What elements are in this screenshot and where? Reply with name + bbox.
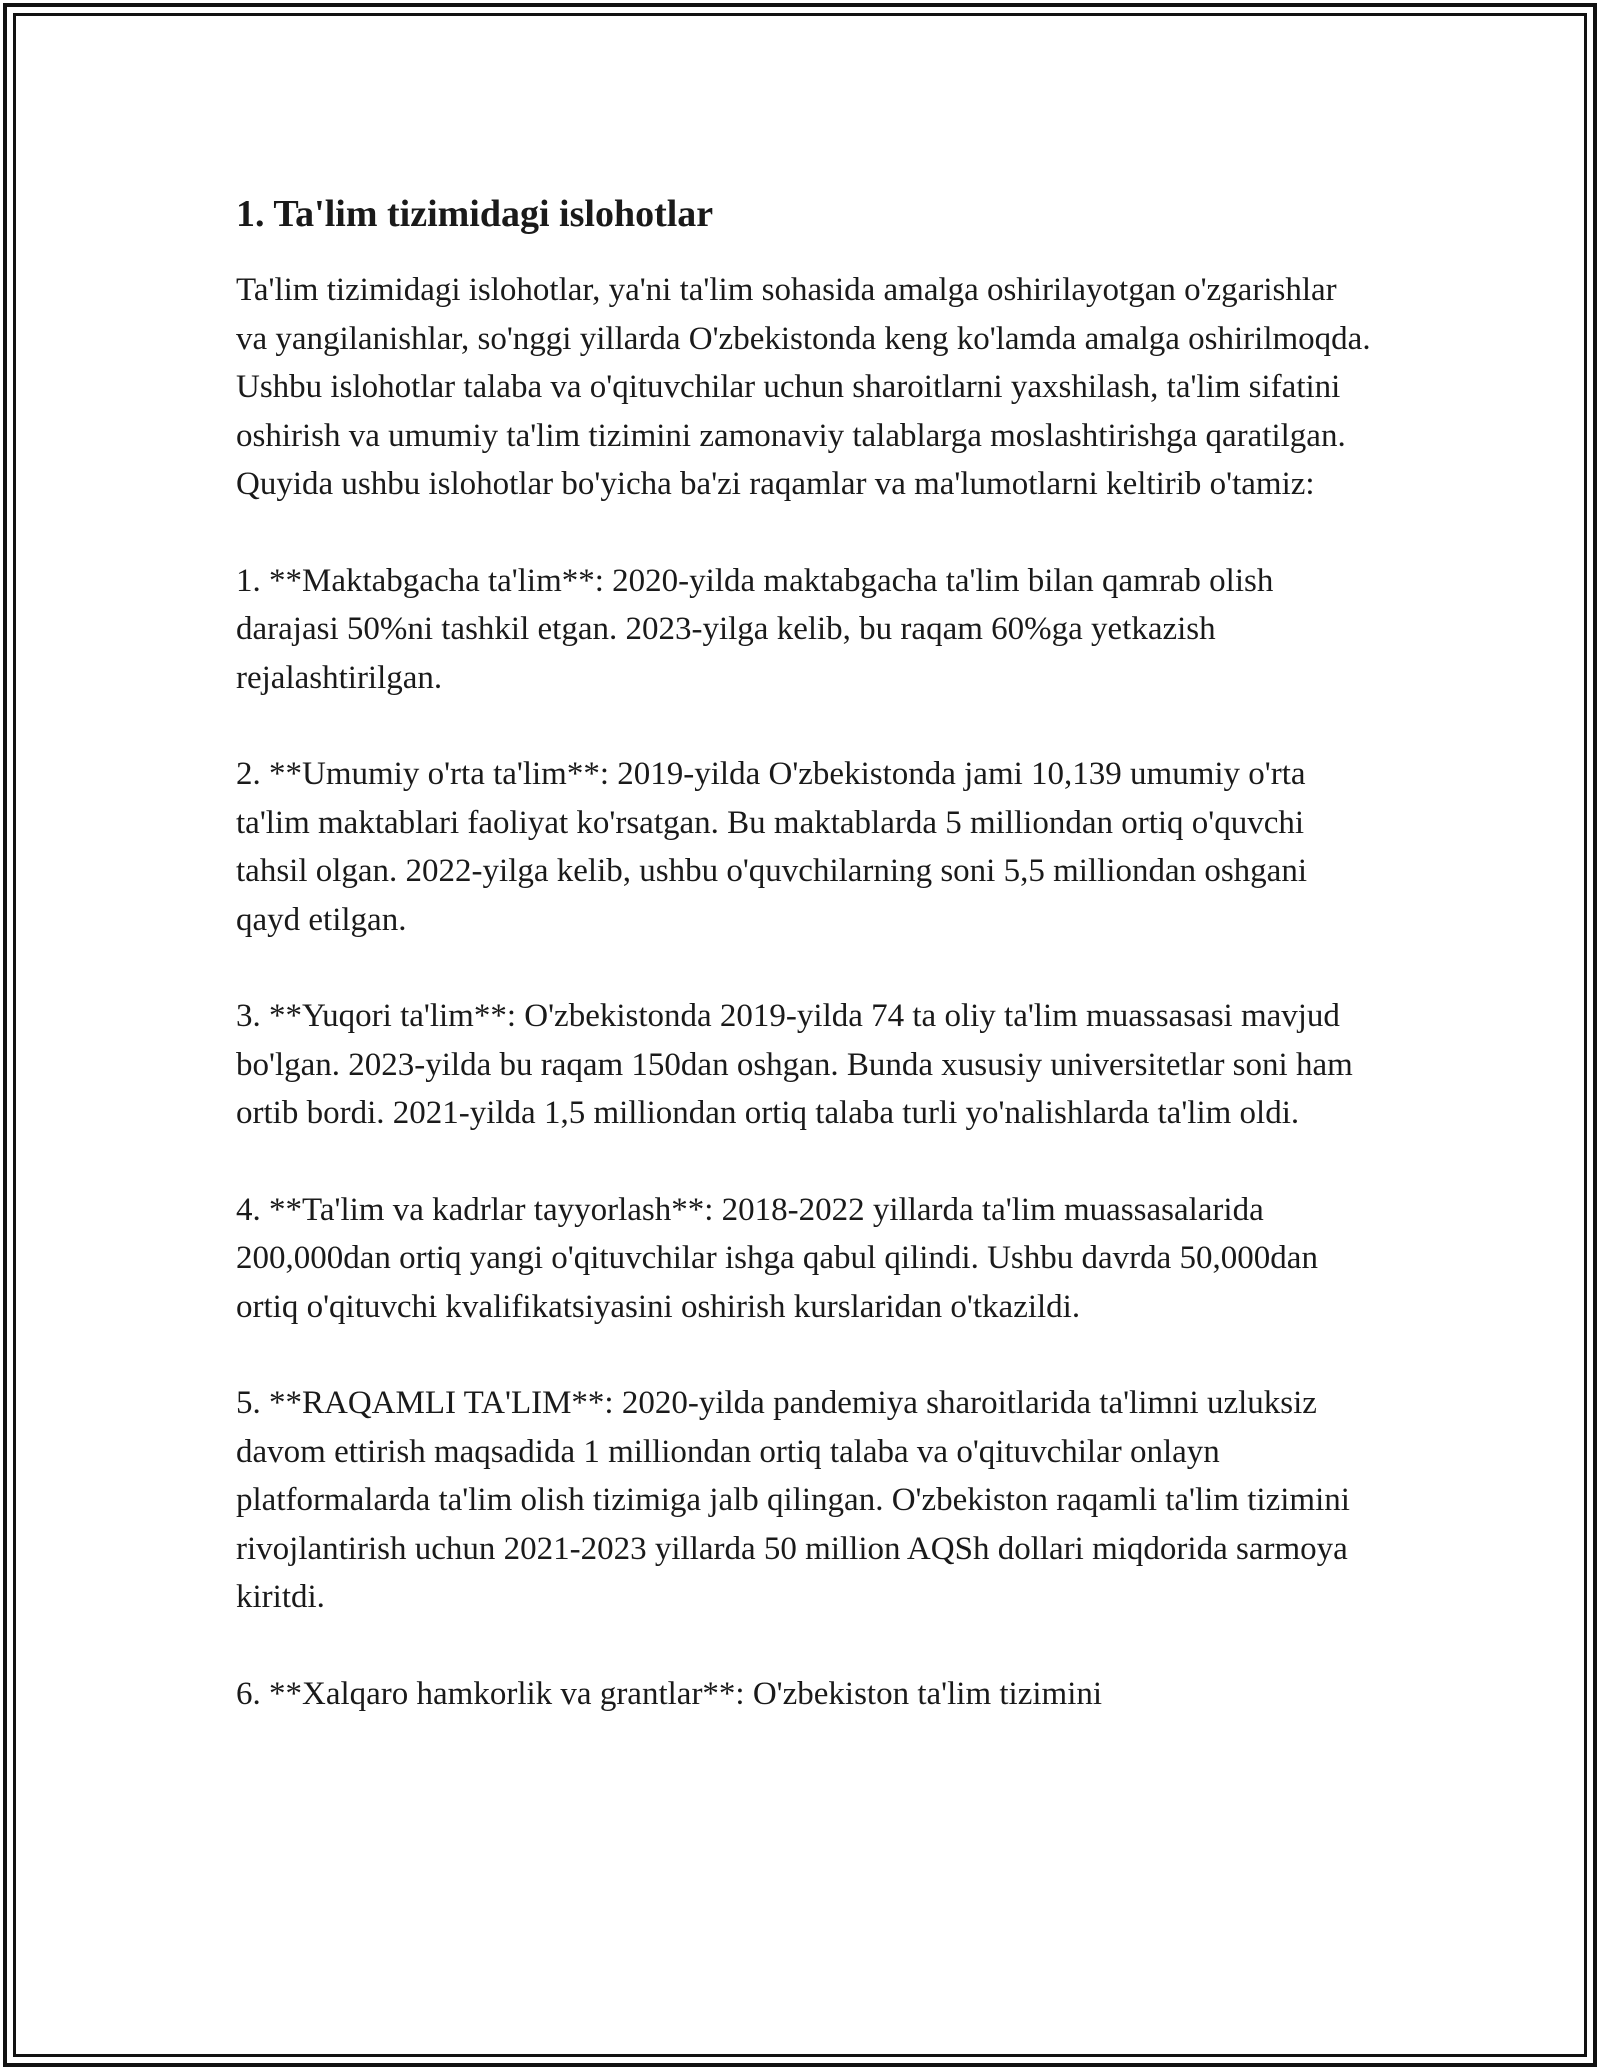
list-item-staff-training: 4. **Ta'lim va kadrlar tayyorlash**: 2018-2022 yillarda ta'lim muassasalarida 200,000dan ortiq yangi o'qituvchilar ishga qabul qilindi. Ushbu davrda 50,000dan ortiq o'qituvchi kvalifikatsiyasini oshirish kurslaridan o'tkazildi. [236, 1191, 1318, 1325]
list-item-higher: 3. **Yuqori ta'lim**: O'zbekistonda 2019-yilda 74 ta oliy ta'lim muassasasi mavjud bo'lgan. 2023-yilda bu raqam 150dan oshgan. Bunda xususiy universitetlar soni ham ortib bordi. 2021-yilda 1,5 milliondan ortiq talaba turli yo'nalishlarda ta'lim oldi. [236, 998, 1353, 1131]
list-item-international: 6. **Xalqaro hamkorlik va grantlar**: O'zbekiston ta'lim tizimini [236, 1675, 1103, 1712]
intro-paragraph: Ta'lim tizimidagi islohotlar, ya'ni ta'lim sohasida amalga oshirilayotgan o'zgarishlar va yangilanishlar, so'nggi yillarda O'zbekistonda keng ko'lamda amalga oshirilmoqda. Ushbu islohotlar talaba va o'qituvchilar uchun sharoitlarni yaxshilash, ta'lim sifatini oshirish va umumiy ta'lim tizimini zamonaviy talablarga moslashtirishga qaratilgan. Quyida ushbu islohotlar bo'yicha ba'zi raqamlar va ma'lumotlarni keltirib o'tamiz: [236, 272, 1371, 502]
list-item-preschool: 1. **Maktabgacha ta'lim**: 2020-yilda maktabgacha ta'lim bilan qamrab olish darajasi 50%ni tashkil etgan. 2023-yilga kelib, bu raqam 60%ga yetkazish rejalashtirilgan. [236, 562, 1274, 696]
section-heading: 1. Ta'lim tizimidagi islohotlar [236, 193, 714, 235]
list-item-digital: 5. **RAQAMLI TA'LIM**: 2020-yilda pandemiya sharoitlarida ta'limni uzluksiz davom ettirish maqsadida 1 milliondan ortiq talaba va o'qituvchilar onlayn platformalarda ta'lim olish tizimiga jalb qilingan. O'zbekiston raqamli ta'lim tizimini rivojlantirish uchun 2021-2023 yillarda 50 million AQSh dollari miqdorida sarmoya kiritdi. [236, 1385, 1350, 1615]
list-item-secondary: 2. **Umumiy o'rta ta'lim**: 2019-yilda O'zbekistonda jami 10,139 umumiy o'rta ta'lim maktablari faoliyat ko'rsatgan. Bu maktablarda 5 milliondan ortiq o'quvchi tahsil olgan. 2022-yilga kelib, ushbu o'quvchilarning soni 5,5 milliondan oshgani qayd etilgan. [236, 756, 1308, 938]
document-body [236, 188, 1376, 1766]
